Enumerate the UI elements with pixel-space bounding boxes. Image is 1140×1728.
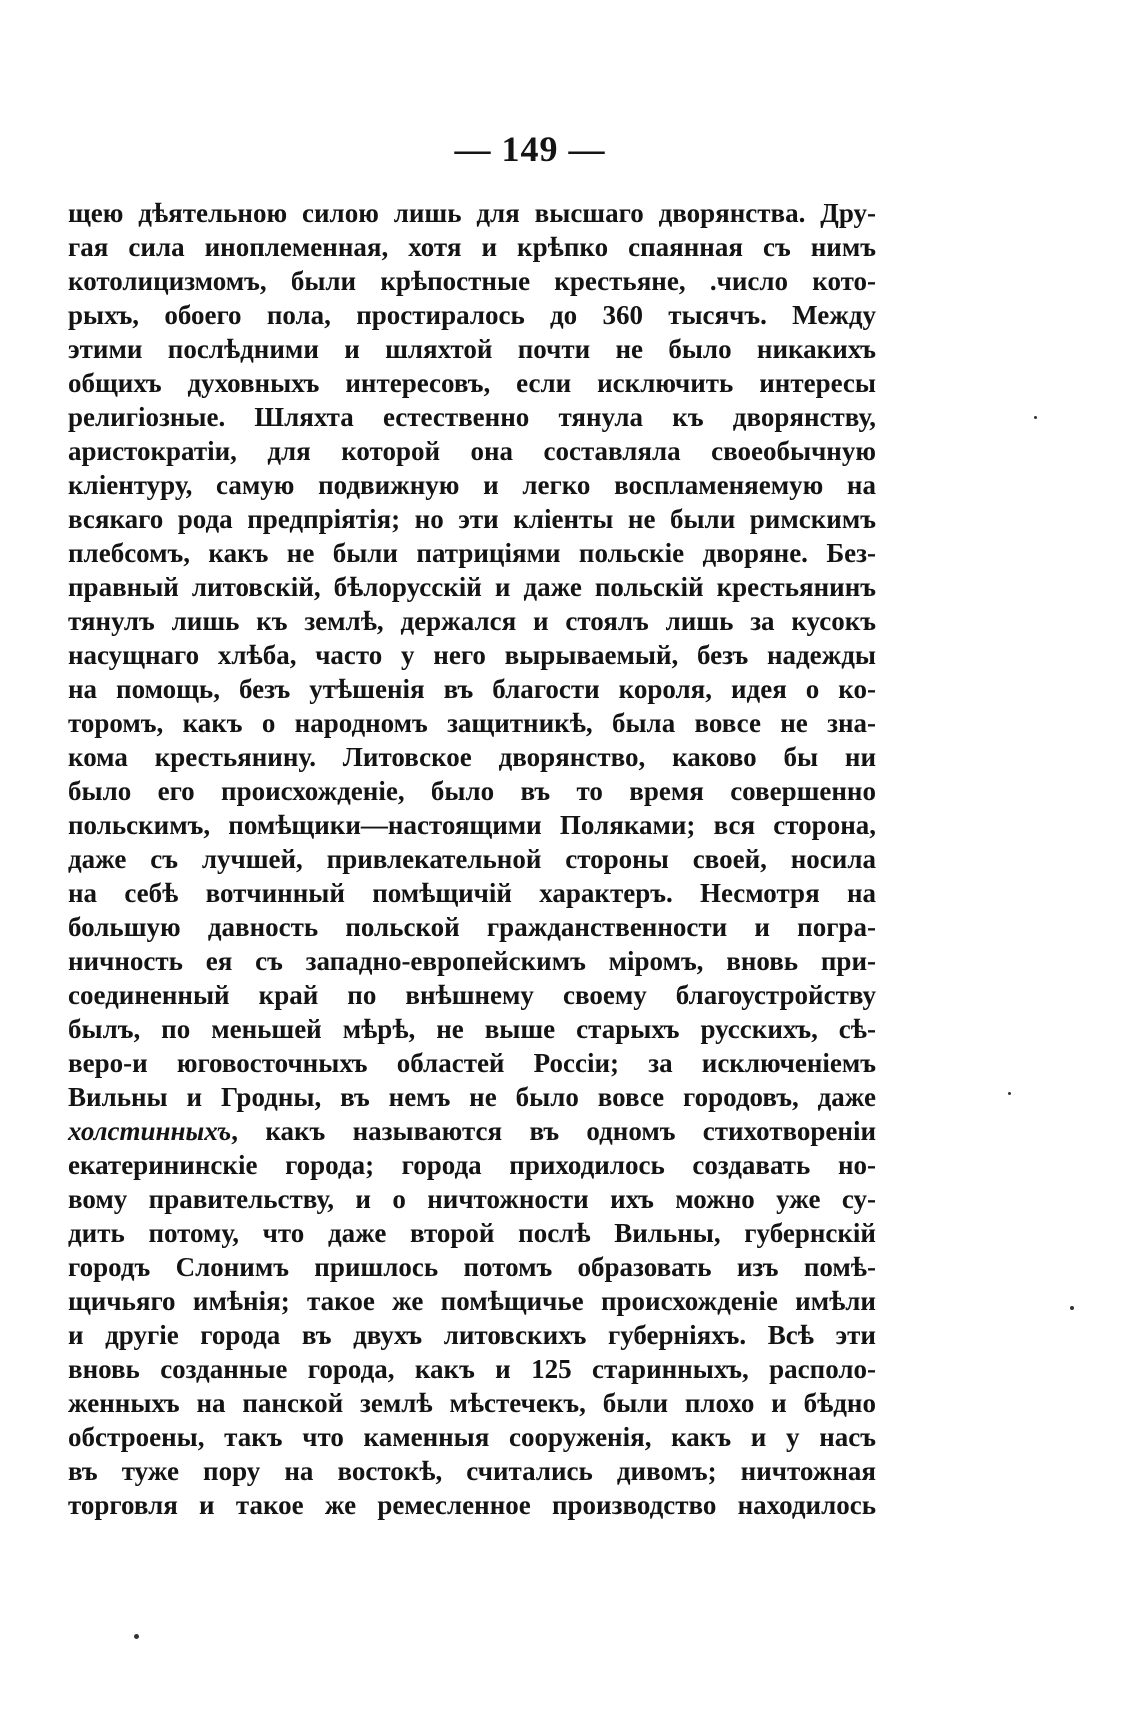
text-line: этими послѣдними и шляхтой почти не было никакихъ [68, 334, 876, 364]
body-text [68, 196, 876, 1522]
text-line: ничность ея съ западно-европейскимъ міромъ, вновь при- [68, 946, 876, 976]
text-line: торговля и такое же ремесленное производство находилось [68, 1490, 876, 1520]
text-line: екатерининскіе города; города приходилось создавать но- [68, 1150, 876, 1180]
text-line: религіозные. Шляхта естественно тянула къ дворянству, [68, 402, 876, 432]
text-line: тянулъ лишь къ землѣ, держался и стоялъ лишь за кусокъ [68, 606, 876, 636]
text-line: женныхъ на панской землѣ мѣстечекъ, были плохо и бѣдно [68, 1388, 876, 1418]
text-line: всякаго рода предпріятія; но эти кліенты не были римскимъ [68, 504, 876, 534]
text-line: кліентуру, самую подвижную и легко воспламеняемую на [68, 470, 876, 500]
scan-speck [134, 1634, 139, 1639]
text-line: обстроены, такъ что каменныя сооруженія, какъ и у насъ [68, 1422, 876, 1452]
scan-speck [1034, 416, 1037, 419]
text-line: плебсомъ, какъ не были патриціями польскіе дворяне. Без- [68, 538, 876, 568]
text-line: вому правительству, и о ничтожности ихъ можно уже су- [68, 1184, 876, 1214]
text-line: на себѣ вотчинный помѣщичій характеръ. Несмотря на [68, 878, 876, 908]
scan-speck [1008, 1092, 1011, 1095]
text-line: дить потому, что даже второй послѣ Вильны, губернскій [68, 1218, 876, 1248]
text-line: вновь созданные города, какъ и 125 старинныхъ, располо- [68, 1354, 876, 1384]
text-line: холстинныхъ, какъ называются въ одномъ стихотвореніи [68, 1116, 876, 1146]
text-line: Вильны и Гродны, въ немъ не было вовсе городовъ, даже [68, 1082, 876, 1112]
text-line: торомъ, какъ о народномъ защитникѣ, была вовсе не зна- [68, 708, 876, 738]
text-line: и другіе города въ двухъ литовскихъ губерніяхъ. Всѣ эти [68, 1320, 876, 1350]
text-line: городъ Слонимъ пришлось потомъ образовать изъ помѣ- [68, 1252, 876, 1282]
text-line: щичьяго имѣнія; такое же помѣщичье происхожденіе имѣли [68, 1286, 876, 1316]
text-line: котолицизмомъ, были крѣпостные крестьяне, .число кото- [68, 266, 876, 296]
text-line: аристократіи, для которой она составляла своеобычную [68, 436, 876, 466]
text-line: гая сила иноплеменная, хотя и крѣпко спаянная съ нимъ [68, 232, 876, 262]
text-line: кома крестьянину. Литовское дворянство, каково бы ни [68, 742, 876, 772]
text-line: соединенный край по внѣшнему своему благоустройству [68, 980, 876, 1010]
text-line: польскимъ, помѣщики—настоящими Поляками; вся сторона, [68, 810, 876, 840]
text-line: насущнаго хлѣба, часто у него вырываемый, безъ надежды [68, 640, 876, 670]
text-line: правный литовскій, бѣлорусскій и даже польскій крестьянинъ [68, 572, 876, 602]
italic-word: холстинныхъ [68, 1116, 232, 1146]
page-number: — 149 — [454, 129, 606, 169]
text-line: рыхъ, обоего пола, простиралось до 360 тысячъ. Между [68, 300, 876, 330]
text-line: общихъ духовныхъ интересовъ, если исключить интересы [68, 368, 876, 398]
text-line: веро-и юговосточныхъ областей Россіи; за исключеніемъ [68, 1048, 876, 1078]
text-line: было его происхожденіе, было въ то время совершенно [68, 776, 876, 806]
text-line: былъ, по меньшей мѣрѣ, не выше старыхъ русскихъ, сѣ- [68, 1014, 876, 1044]
scan-speck [1070, 1306, 1074, 1310]
text-line: даже съ лучшей, привлекательной стороны своей, носила [68, 844, 876, 874]
text-line: щею дѣятельною силою лишь для высшаго дворянства. Дру- [68, 198, 876, 228]
text-line: на помощь, безъ утѣшенія въ благости короля, идея о ко- [68, 674, 876, 704]
text-line: большую давность польской гражданственности и погра- [68, 912, 876, 942]
text-line: въ туже пору на востокѣ, считались дивомъ; ничтожная [68, 1456, 876, 1486]
